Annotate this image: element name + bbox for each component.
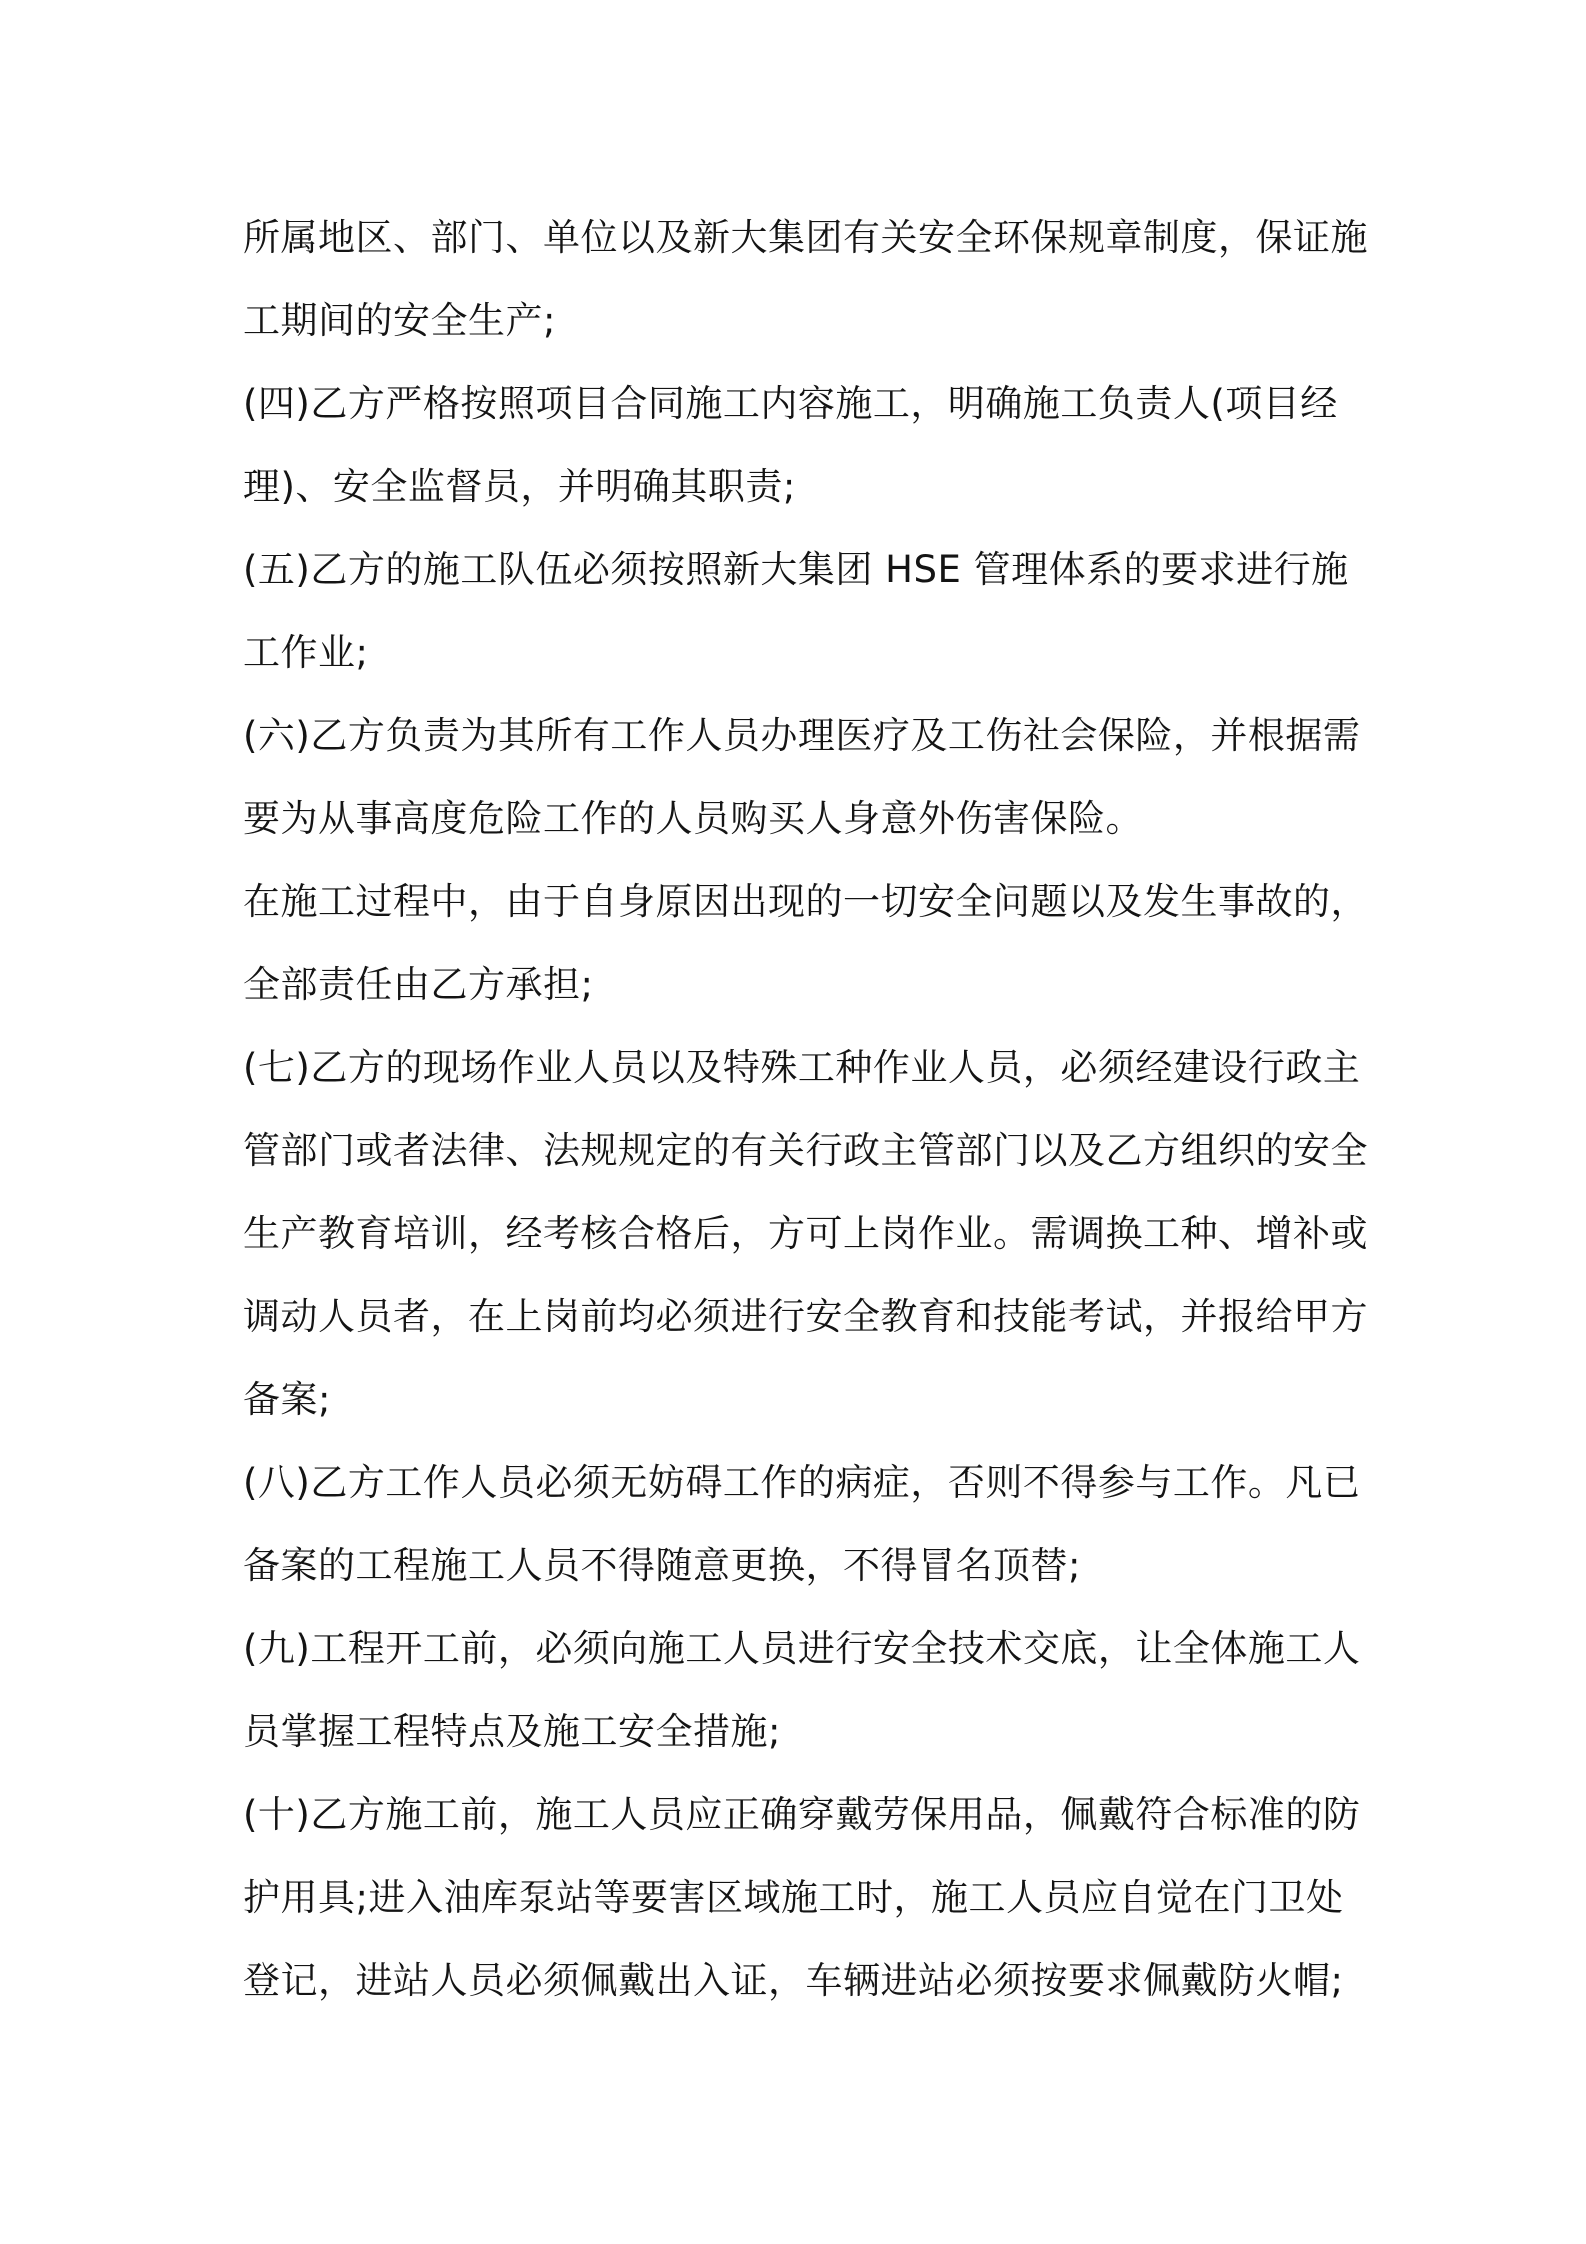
text-line: (四)乙方严格按照项目合同施工内容施工，明确施工负责人(项目经 — [243, 382, 1338, 425]
text-line: (五)乙方的施工队伍必须按照新大集团 HSE 管理体系的要求进行施 — [243, 548, 1349, 591]
text-line: 所属地区、部门、单位以及新大集团有关安全环保规章制度，保证施 — [243, 216, 1368, 259]
text-line: 要为从事高度危险工作的人员购买人身意外伤害保险。 — [243, 797, 1143, 840]
text-line: 全部责任由乙方承担; — [243, 963, 594, 1006]
text-line: 备案的工程施工人员不得随意更换，不得冒名顶替; — [243, 1544, 1081, 1587]
text-line: (七)乙方的现场作业人员以及特殊工种作业人员，必须经建设行政主 — [243, 1046, 1361, 1089]
text-line: (十)乙方施工前，施工人员应正确穿戴劳保用品，佩戴符合标准的防 — [243, 1793, 1361, 1836]
text-line: (九)工程开工前，必须向施工人员进行安全技术交底，让全体施工人 — [243, 1627, 1361, 1670]
text-line: 备案; — [243, 1378, 331, 1421]
text-line: 生产教育培训，经考核合格后，方可上岗作业。需调换工种、增补或 — [243, 1212, 1368, 1255]
text-line: 护用具;进入油库泵站等要害区域施工时，施工人员应自觉在门卫处 — [243, 1876, 1344, 1919]
document-body — [243, 196, 1368, 2022]
text-line: 工作业; — [243, 631, 369, 674]
text-line: 管部门或者法律、法规规定的有关行政主管部门以及乙方组织的安全 — [243, 1129, 1368, 1172]
text-line: 理)、安全监督员，并明确其职责; — [243, 465, 796, 508]
text-line: (八)乙方工作人员必须无妨碍工作的病症，否则不得参与工作。凡已 — [243, 1461, 1361, 1504]
text-line: 登记，进站人员必须佩戴出入证，车辆进站必须按要求佩戴防火帽; — [243, 1959, 1344, 2002]
text-line: 在施工过程中，由于自身原因出现的一切安全问题以及发生事故的， — [243, 880, 1368, 923]
text-line: (六)乙方负责为其所有工作人员办理医疗及工伤社会保险，并根据需 — [243, 714, 1361, 757]
text-line: 员掌握工程特点及施工安全措施; — [243, 1710, 781, 1753]
text-line: 工期间的安全生产; — [243, 299, 556, 342]
text-line: 调动人员者，在上岗前均必须进行安全教育和技能考试，并报给甲方 — [243, 1295, 1368, 1338]
